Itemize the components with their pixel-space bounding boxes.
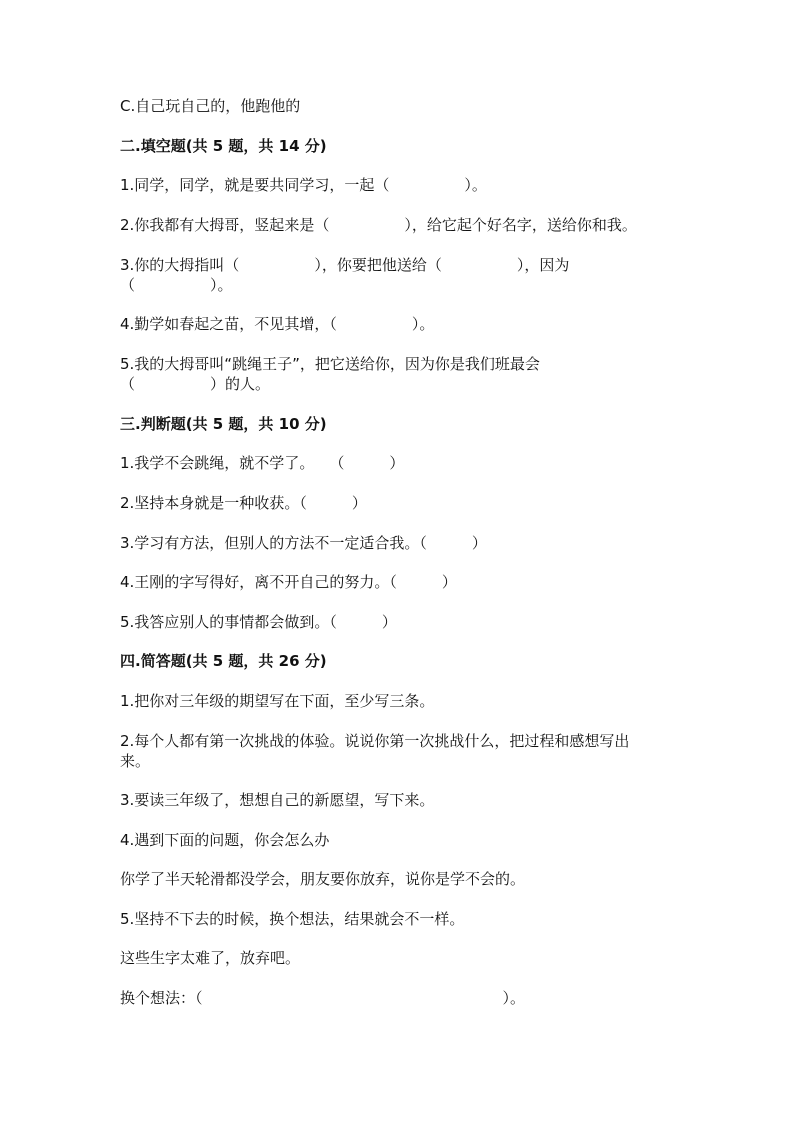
section4-q1: 1.把你对三年级的期望写在下面，至少写三条。 bbox=[120, 692, 435, 710]
section2-q3-line1: 3.你的大拇指叫（ ），你要把他送给（ ），因为 bbox=[120, 256, 570, 274]
section4-q2-line1: 2.每个人都有第一次挑战的体验。说说你第一次挑战什么，把过程和感想写出 bbox=[120, 732, 630, 750]
section4-q5-answer: 换个想法：（ ）。 bbox=[120, 989, 526, 1007]
section3-q1: 1.我学不会跳绳，就不学了。 （ ） bbox=[120, 454, 405, 472]
section4-heading: 四.简答题(共 5 题，共 26 分) bbox=[120, 652, 327, 670]
section2-q2: 2.你我都有大拇哥，竖起来是（ ），给它起个好名字，送给你和我。 bbox=[120, 216, 637, 234]
section4-q3: 3.要读三年级了，想想自己的新愿望，写下来。 bbox=[120, 791, 435, 809]
section2-q1: 1.同学，同学，就是要共同学习，一起（ ）。 bbox=[120, 176, 487, 194]
section2-heading: 二.填空题(共 5 题，共 14 分) bbox=[120, 137, 327, 155]
option-c: C.自己玩自己的，他跑他的 bbox=[120, 97, 301, 115]
section3-q4: 4.王刚的字写得好，离不开自己的努力。（ ） bbox=[120, 573, 457, 591]
section4-q4-scenario: 你学了半天轮滑都没学会，朋友要你放弃，说你是学不会的。 bbox=[120, 870, 526, 888]
section2-q5-line2: （ ）的人。 bbox=[120, 375, 271, 393]
section3-q3: 3.学习有方法，但别人的方法不一定适合我。（ ） bbox=[120, 534, 487, 552]
section3-q5: 5.我答应别人的事情都会做到。（ ） bbox=[120, 613, 397, 631]
section4-q4: 4.遇到下面的问题，你会怎么办 bbox=[120, 831, 330, 849]
section2-q4: 4.勤学如春起之苗，不见其增，（ ）。 bbox=[120, 315, 435, 333]
section3-q2: 2.坚持本身就是一种收获。（ ） bbox=[120, 494, 367, 512]
section2-q5-line1: 5.我的大拇哥叫“跳绳王子”，把它送给你，因为你是我们班最会 bbox=[120, 355, 540, 373]
section4-q5: 5.坚持不下去的时候，换个想法，结果就会不一样。 bbox=[120, 910, 465, 928]
section4-q2-line2: 来。 bbox=[120, 752, 151, 770]
section3-heading: 三.判断题(共 5 题，共 10 分) bbox=[120, 415, 327, 433]
section4-q5-scenario: 这些生字太难了，放弃吧。 bbox=[120, 949, 301, 967]
section2-q3-line2: （ ）。 bbox=[120, 276, 233, 294]
